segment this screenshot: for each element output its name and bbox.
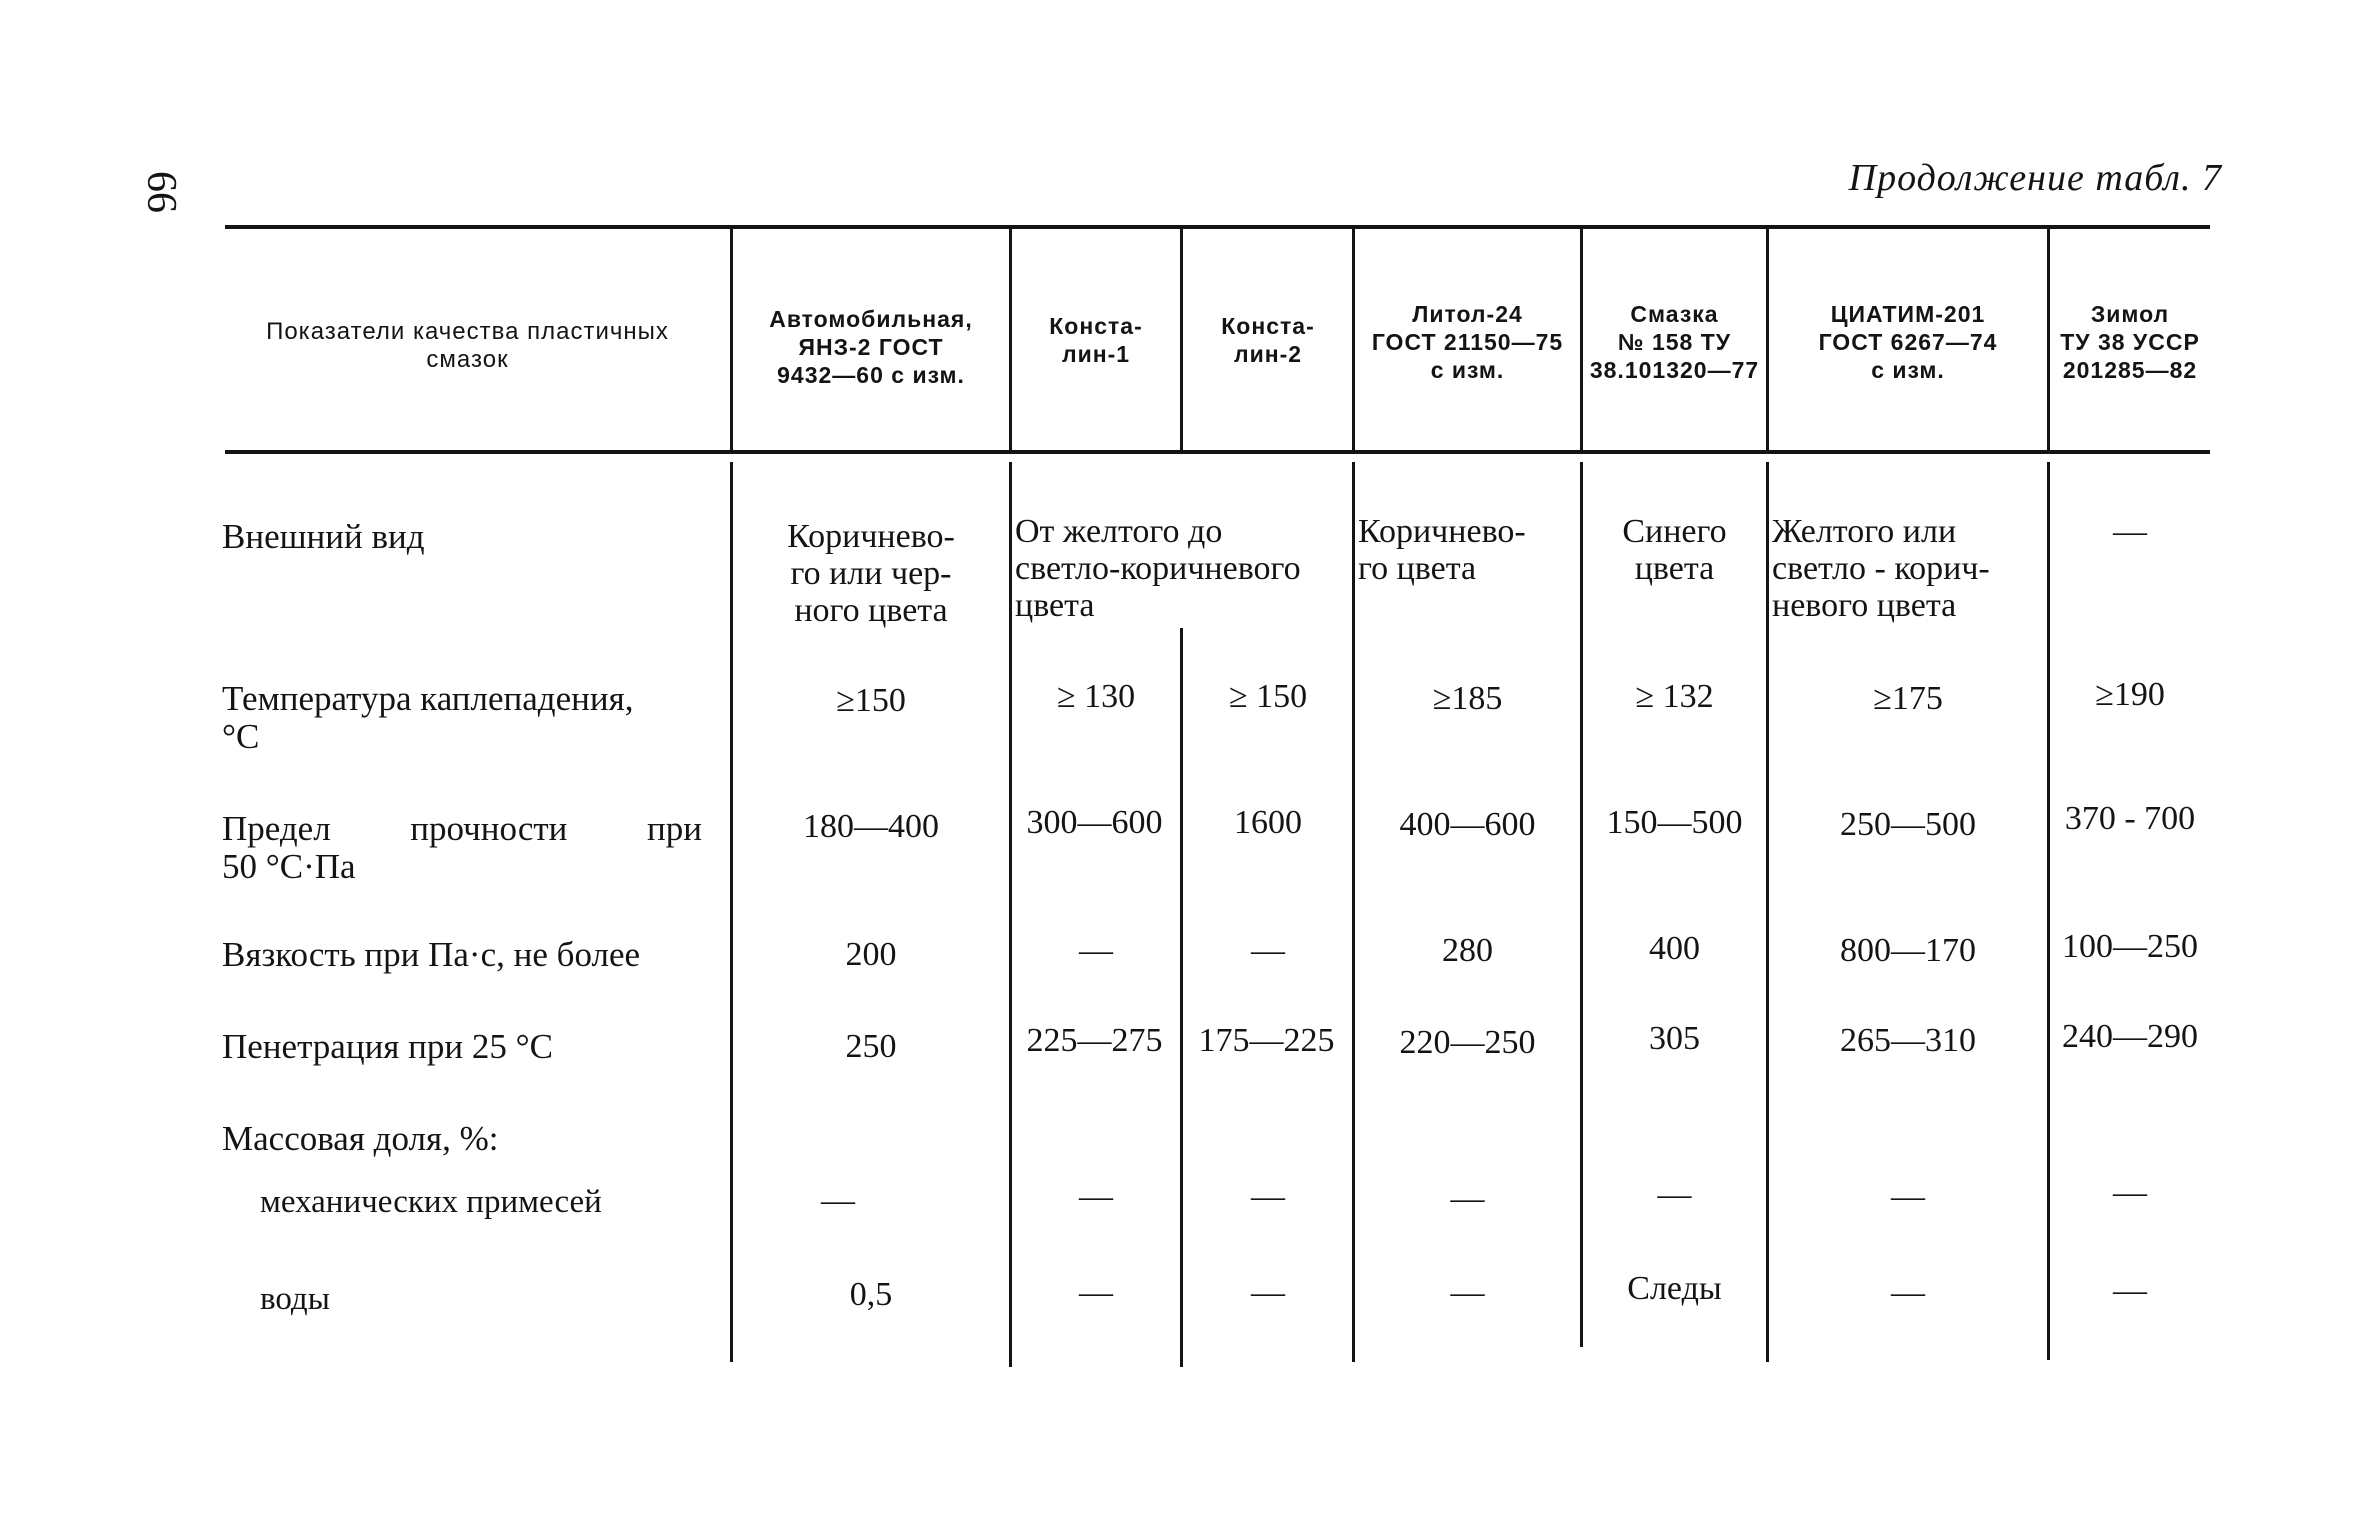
cell-drop-point: ≥175 xyxy=(1873,680,1943,717)
cell-appearance-smazka-158: Синего цвета xyxy=(1622,513,1727,587)
cell-strength: 370 - 700 xyxy=(2064,800,2196,837)
cell-appearance-litol: Коричнево- го цвета xyxy=(1358,513,1526,587)
header-tsiatim-201: ЦИАТИМ-201 ГОСТ 6267—74 с изм. xyxy=(1818,301,1998,383)
row-label-viscosity: Вязкость при Па·с, не более xyxy=(222,935,641,974)
cell-viscosity: 800—170 xyxy=(1840,932,1976,969)
cell-penetration: 265—310 xyxy=(1840,1022,1976,1059)
body-divider xyxy=(1580,462,1583,1347)
cell-appearance-zimol: — xyxy=(2113,513,2147,550)
header-divider xyxy=(730,229,733,450)
cell-water: — xyxy=(1891,1274,1925,1311)
cell-drop-point: ≥ 150 xyxy=(1228,678,1308,715)
cell-appearance-avtomobilnaya: Коричнево- го или чер- ного цвета xyxy=(787,518,955,629)
cell-viscosity: — xyxy=(1251,932,1285,969)
cell-strength: 300—600 xyxy=(1026,804,1163,841)
cell-appearance-tsiatim: Желтого или светло - корич- невого цвета xyxy=(1772,513,1990,624)
row-label-mechanical-impurities: механических примесей xyxy=(260,1184,602,1220)
page-number: 66 xyxy=(138,171,184,213)
cell-viscosity: 280 xyxy=(1442,932,1493,969)
row-label-penetration: Пенетрация при 25 °С xyxy=(222,1027,553,1066)
header-quality-indicators: Показатели качества пластичных смазок xyxy=(266,318,669,373)
cell-water: — xyxy=(2113,1272,2147,1309)
header-konstalin-2: Конста- лин-2 xyxy=(1221,313,1315,367)
body-divider-partial xyxy=(1180,628,1183,1367)
cell-drop-point: ≥190 xyxy=(2095,676,2165,713)
row-label-strength-line2: 50 °С·Па xyxy=(222,847,356,886)
cell-strength: 400—600 xyxy=(1399,806,1536,843)
cell-penetration: 240—290 xyxy=(2062,1018,2198,1055)
cell-strength: 250—500 xyxy=(1840,806,1976,843)
table-header-rule xyxy=(225,450,2210,454)
cell-strength: 180—400 xyxy=(803,808,939,845)
table-continuation-title: Продолжение табл. 7 xyxy=(1848,157,2222,199)
row-label-strength: Предел прочности при xyxy=(222,809,702,848)
cell-penetration: 250 xyxy=(845,1028,897,1065)
cell-penetration: 175—225 xyxy=(1198,1022,1335,1059)
cell-strength: 150—500 xyxy=(1606,804,1743,841)
cell-strength: 1600 xyxy=(1234,804,1302,841)
cell-mechanical-impurities: — xyxy=(1657,1176,1692,1213)
cell-penetration: 225—275 xyxy=(1026,1022,1163,1059)
cell-water: — xyxy=(1079,1274,1113,1311)
cell-drop-point: ≥150 xyxy=(836,682,906,719)
cell-water: 0,5 xyxy=(849,1276,893,1313)
cell-mechanical-impurities: — xyxy=(1079,1178,1113,1215)
header-smazka-158: Смазка № 158 ТУ 38.101320—77 xyxy=(1589,301,1760,383)
cell-appearance-konstalin: От желтого до светло-коричневого цвета xyxy=(1015,513,1301,624)
cell-viscosity: 200 xyxy=(845,936,897,973)
table-top-rule xyxy=(225,225,2210,229)
cell-drop-point: ≥185 xyxy=(1432,680,1503,717)
cell-penetration: 305 xyxy=(1649,1020,1700,1057)
header-avtomobilnaya: Автомобильная, ЯНЗ-2 ГОСТ 9432—60 с изм. xyxy=(769,306,973,388)
row-label-drop-point: Температура каплепадения, °С xyxy=(222,679,634,756)
cell-mechanical-impurities: — xyxy=(2113,1174,2147,1211)
cell-water: — xyxy=(1251,1274,1285,1311)
header-zimol: Зимол ТУ 38 УССР 201285—82 xyxy=(2060,301,2200,383)
header-litol-24: Литол-24 ГОСТ 21150—75 с изм. xyxy=(1371,301,1564,383)
cell-drop-point: ≥ 132 xyxy=(1635,678,1714,715)
cell-penetration: 220—250 xyxy=(1399,1024,1536,1061)
cell-mechanical-impurities: — xyxy=(1450,1180,1485,1217)
row-label-mass-fraction: Массовая доля, %: xyxy=(222,1119,499,1158)
cell-drop-point: ≥ 130 xyxy=(1056,678,1136,715)
cell-mechanical-impurities: — xyxy=(1891,1178,1925,1215)
row-label-appearance: Внешний вид xyxy=(222,517,425,556)
cell-water: — xyxy=(1450,1274,1485,1311)
row-label-water: воды xyxy=(260,1281,330,1317)
cell-mechanical-impurities: — xyxy=(1251,1178,1285,1215)
cell-viscosity: — xyxy=(1079,932,1113,969)
cell-mechanical-impurities: — xyxy=(821,1182,855,1219)
cell-viscosity: 100—250 xyxy=(2062,928,2198,965)
cell-viscosity: 400 xyxy=(1649,930,1700,967)
cell-water: Следы xyxy=(1627,1270,1722,1307)
header-konstalin-1: Конста- лин-1 xyxy=(1049,313,1143,367)
